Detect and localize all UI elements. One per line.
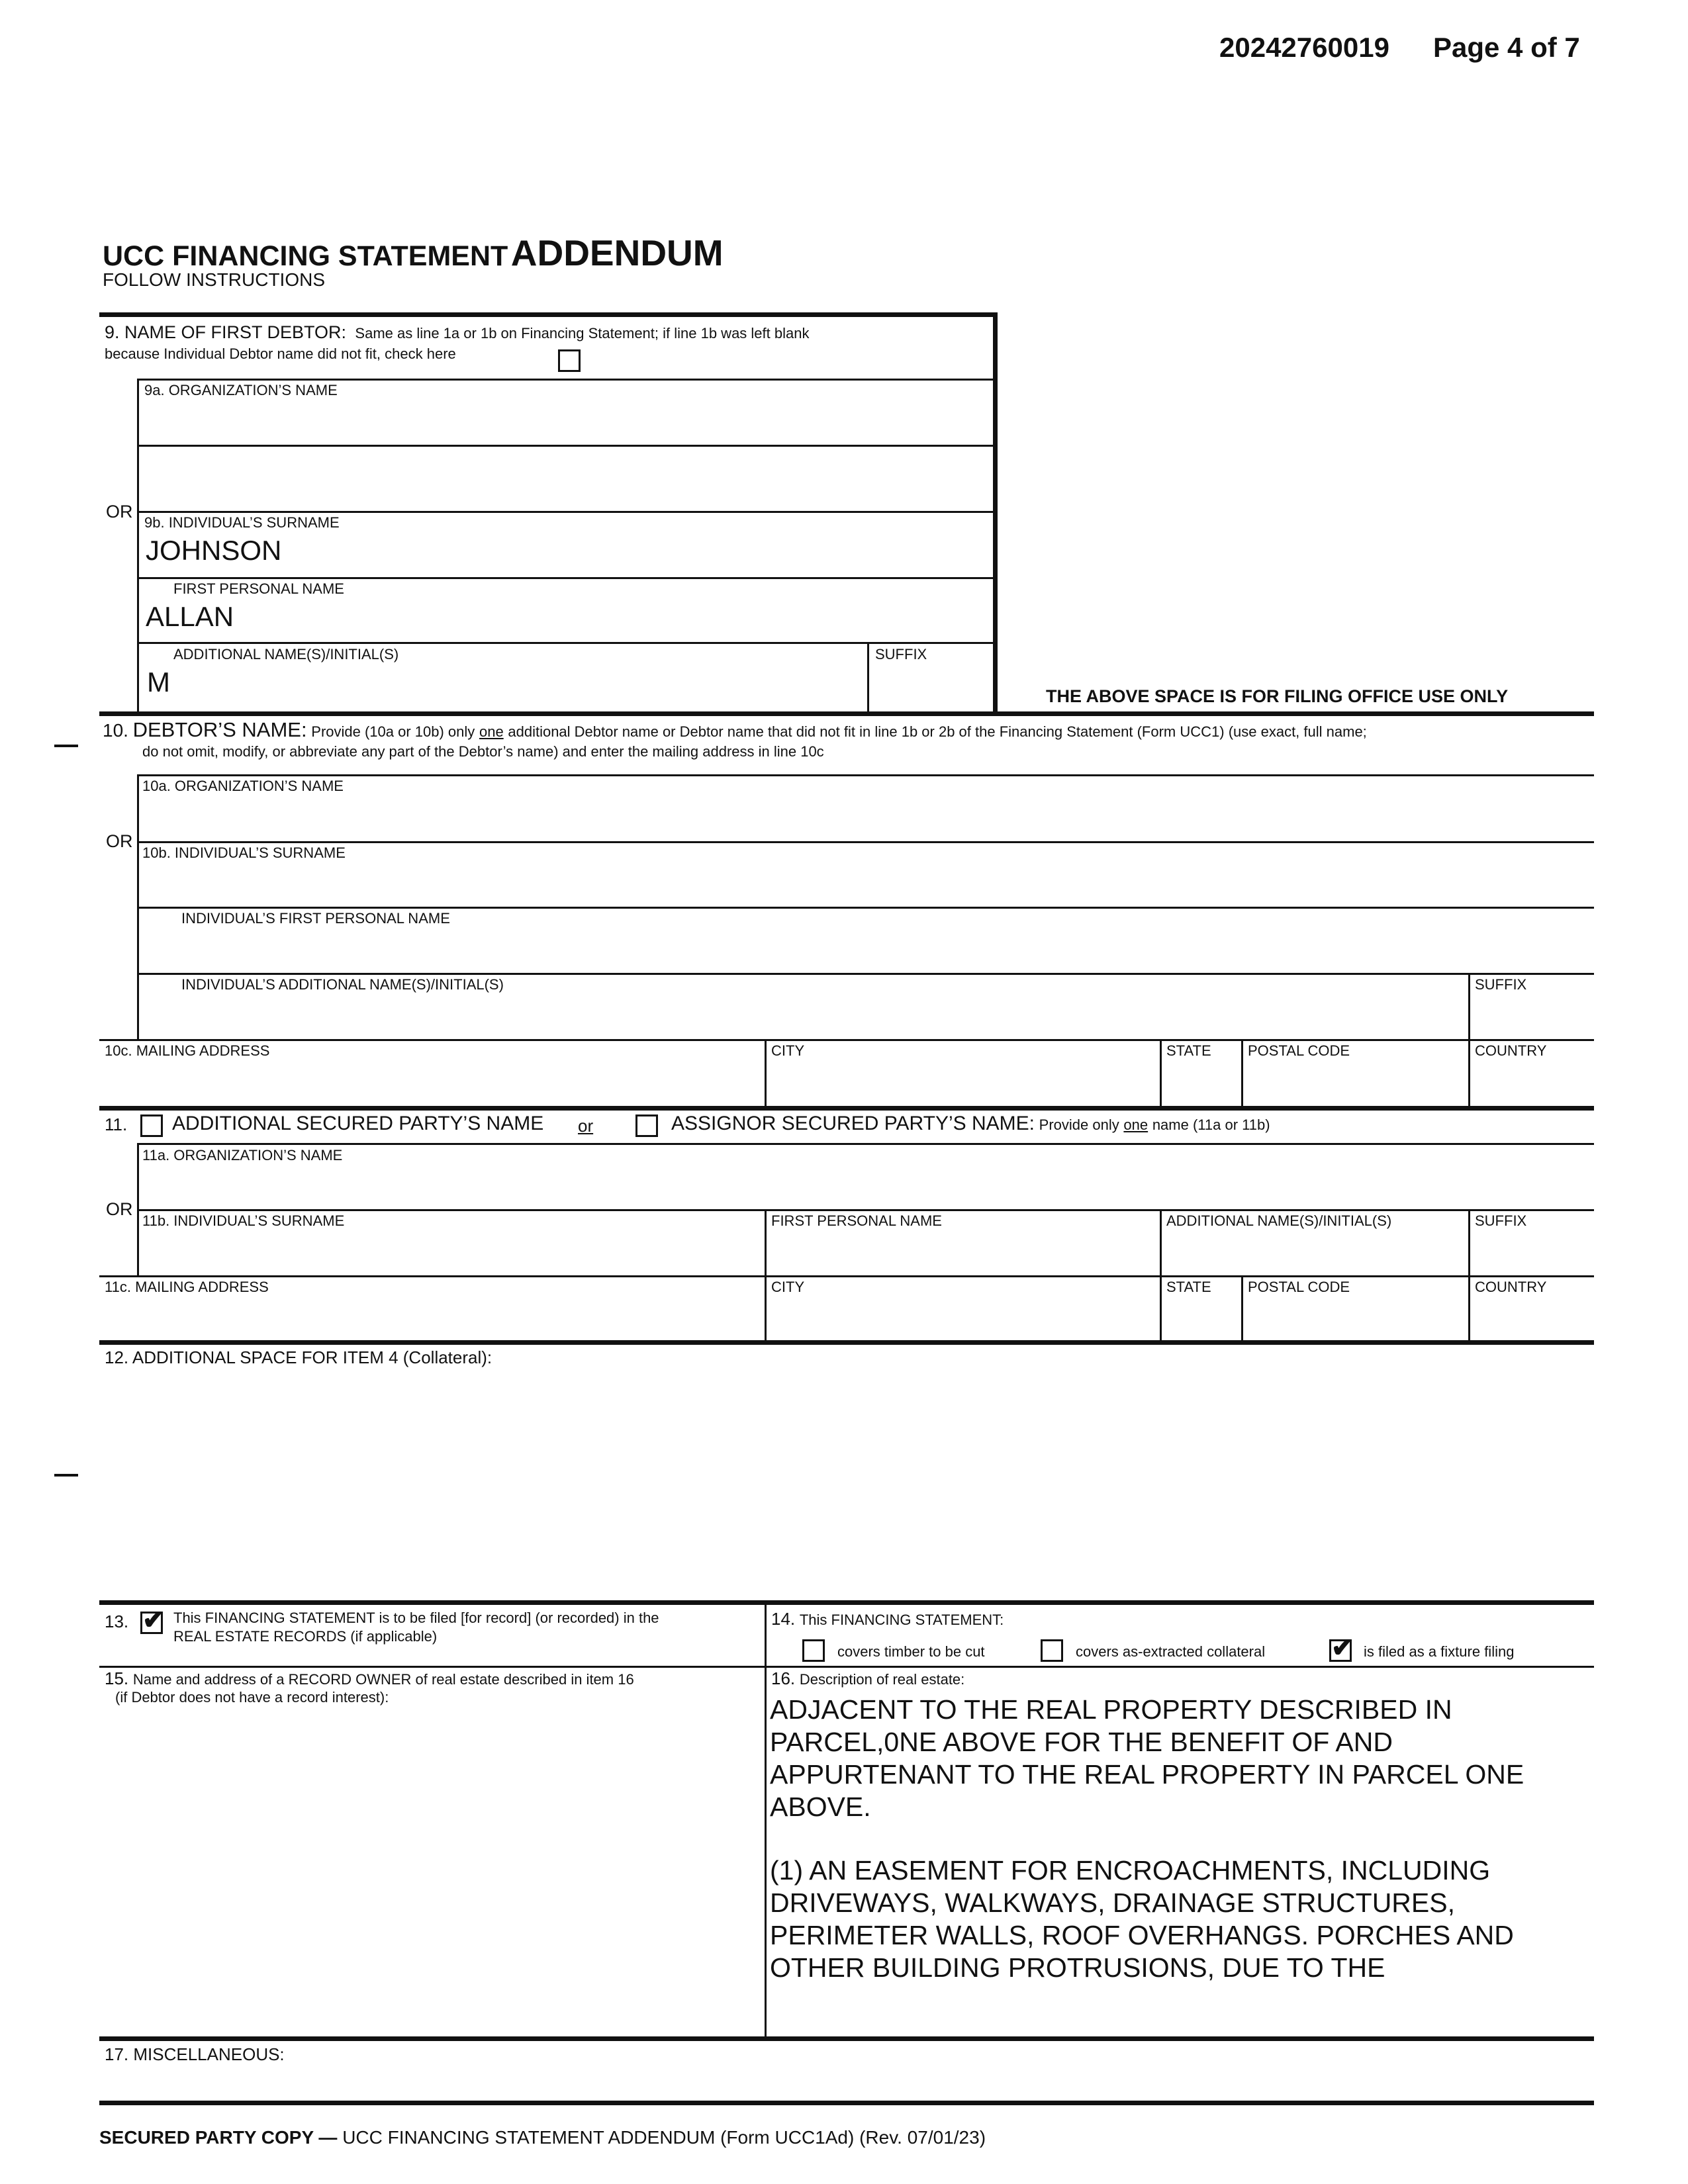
item11-divider-c	[99, 1275, 1594, 1277]
first-name-value-9[interactable]: ALLAN	[146, 601, 234, 632]
fixture-filing-checkbox[interactable]	[1329, 1633, 1354, 1662]
item13-top-border	[99, 1600, 1594, 1605]
first-name-label-9: FIRST PERSONAL NAME	[173, 580, 344, 597]
item9-suffix-divider	[867, 642, 869, 711]
item12-label: 12. ADDITIONAL SPACE FOR ITEM 4 (Collateral):	[105, 1347, 492, 1367]
timber-label: covers timber to be cut	[837, 1643, 985, 1660]
item10-divider-a	[137, 774, 1594, 776]
item9-top-border	[99, 312, 998, 317]
item17-label: 17. MISCELLANEOUS:	[105, 2044, 285, 2064]
margin-mark-bottom	[54, 1474, 78, 1477]
footer-rule	[99, 2101, 1594, 2105]
item11-num: 11.	[105, 1115, 128, 1134]
additional-names-value-9[interactable]: M	[147, 666, 170, 698]
mailing-label-10c: 10c. MAILING ADDRESS	[105, 1042, 270, 1059]
city-label-11: CITY	[771, 1279, 805, 1295]
item11-divider-b	[137, 1209, 1594, 1211]
item15-line1: 15. Name and address of a RECORD OWNER of real estate described in item 16	[105, 1668, 634, 1688]
item13-checkmark: ✔	[142, 1606, 165, 1635]
description-line: ABOVE.	[770, 1792, 871, 1822]
item9-label: 9. NAME OF FIRST DEBTOR: Same as line 1a or 1b on Financing Statement; if line 1b was left blank	[105, 322, 810, 342]
item10-divider-d	[137, 973, 1594, 975]
description-line: DRIVEWAYS, WALKWAYS, DRAINAGE STRUCTURES,	[770, 1888, 1455, 1918]
item10-state-divider	[1160, 1039, 1162, 1107]
first-name-label-10: INDIVIDUAL’S FIRST PERSONAL NAME	[181, 910, 450, 927]
or-label-11: OR	[106, 1199, 133, 1219]
as-extracted-label: covers as-extracted collateral	[1076, 1643, 1266, 1660]
description-line: ADJACENT TO THE REAL PROPERTY DESCRIBED IN	[770, 1694, 1452, 1725]
item10-label: 10. DEBTOR’S NAME: Provide (10a or 10b) only one additional Debtor name or Debtor name that did not fit in line 1b or 2b of the Financing Statement (Form UCC1) (use exact, full name;	[103, 718, 1367, 741]
item16-label: 16. Description of real estate:	[771, 1668, 965, 1688]
org-name-label-11a: 11a. ORGANIZATION’S NAME	[142, 1147, 343, 1163]
postal-label-10: POSTAL CODE	[1248, 1042, 1350, 1059]
item9-label-line2: because Individual Debtor name did not fit, check here	[105, 345, 456, 362]
or-label-9: OR	[106, 502, 133, 522]
item13-line1: This FINANCING STATEMENT is to be filed [for record] (or recorded) in the	[173, 1610, 659, 1626]
country-label-11: COUNTRY	[1475, 1279, 1547, 1295]
item11-additional-label: ADDITIONAL SECURED PARTY’S NAME	[172, 1113, 544, 1134]
description-line: PERIMETER WALLS, ROOF OVERHANGS. PORCHES AND	[770, 1920, 1514, 1950]
item11-postal-divider	[1241, 1275, 1243, 1343]
item13-checkbox[interactable]	[140, 1606, 165, 1635]
item11-additional-divider	[1160, 1209, 1162, 1275]
footer-text: SECURED PARTY COPY — UCC FINANCING STATEMENT ADDENDUM (Form UCC1Ad) (Rev. 07/01/23)	[99, 2127, 986, 2148]
item11-or: or	[578, 1116, 594, 1136]
or-label-10: OR	[106, 831, 133, 851]
item9-divider-c	[137, 511, 996, 513]
item10-divider-e	[99, 1039, 1594, 1041]
suffix-label-9: SUFFIX	[875, 646, 927, 662]
item10-label-line2: do not omit, modify, or abbreviate any part of the Debtor’s name) and enter the mailing address in line 10c	[142, 743, 824, 760]
suffix-label-11: SUFFIX	[1475, 1212, 1527, 1229]
item11-assignor-label: ASSIGNOR SECURED PARTY’S NAME: Provide only one name (11a or 11b)	[671, 1113, 1270, 1134]
additional-names-label-9: ADDITIONAL NAME(S)/INITIAL(S)	[173, 646, 399, 662]
surname-label-9b: 9b. INDIVIDUAL’S SURNAME	[144, 514, 340, 531]
description-line: PARCEL,0NE ABOVE FOR THE BENEFIT OF AND	[770, 1727, 1393, 1757]
fixture-filing-label: is filed as a fixture filing	[1364, 1643, 1515, 1660]
item9-divider-b	[137, 445, 996, 447]
org-name-label-9a: 9a. ORGANIZATION’S NAME	[144, 382, 338, 398]
form-title-emph: ADDENDUM	[510, 232, 724, 273]
item11-top-border	[99, 1106, 1594, 1111]
form-subtitle: FOLLOW INSTRUCTIONS	[103, 269, 326, 290]
state-label-11: STATE	[1166, 1279, 1211, 1295]
item11-state-divider	[1160, 1275, 1162, 1343]
item10-city-divider	[765, 1039, 767, 1107]
additional-names-label-10: INDIVIDUAL’S ADDITIONAL NAME(S)/INITIAL(S)	[181, 976, 504, 993]
surname-label-10b: 10b. INDIVIDUAL’S SURNAME	[142, 844, 346, 861]
item9-left-border	[137, 379, 139, 711]
item15-line2: (if Debtor does not have a record interest):	[115, 1689, 389, 1706]
country-label-10: COUNTRY	[1475, 1042, 1547, 1059]
item15-top-border	[99, 1666, 1594, 1668]
mailing-label-11c: 11c. MAILING ADDRESS	[105, 1279, 269, 1295]
org-name-label-10a: 10a. ORGANIZATION’S NAME	[142, 778, 344, 794]
item12-top-border	[99, 1340, 1594, 1345]
as-extracted-checkbox[interactable]	[1041, 1639, 1063, 1662]
item9-divider-a	[137, 379, 996, 381]
filing-office-notice: THE ABOVE SPACE IS FOR FILING OFFICE USE ONLY	[1046, 686, 1509, 706]
item9-divider-d	[137, 577, 996, 579]
first-name-label-11: FIRST PERSONAL NAME	[771, 1212, 942, 1229]
item9-checkbox[interactable]	[558, 349, 581, 372]
description-line: APPURTENANT TO THE REAL PROPERTY IN PARCEL ONE	[770, 1759, 1524, 1790]
item13-line2: REAL ESTATE RECORDS (if applicable)	[173, 1628, 438, 1645]
page-indicator: Page 4 of 7	[1433, 32, 1580, 63]
margin-mark-top	[54, 745, 78, 747]
suffix-label-10: SUFFIX	[1475, 976, 1527, 993]
surname-label-11b: 11b. INDIVIDUAL’S SURNAME	[142, 1212, 345, 1229]
postal-label-11: POSTAL CODE	[1248, 1279, 1350, 1295]
item13-num: 13.	[105, 1612, 129, 1631]
additional-names-label-11: ADDITIONAL NAME(S)/INITIAL(S)	[1166, 1212, 1392, 1229]
description-line: OTHER BUILDING PROTRUSIONS, DUE TO THE	[770, 1952, 1385, 1983]
surname-value-9b[interactable]: JOHNSON	[146, 535, 282, 566]
item11-additional-checkbox[interactable]	[140, 1115, 163, 1137]
form-title-main: UCC FINANCING STATEMENT	[103, 240, 508, 272]
document-number: 20242760019	[1219, 32, 1389, 63]
form-title	[103, 232, 724, 274]
item10-divider-b	[137, 841, 1594, 843]
item10-divider-c	[137, 907, 1594, 909]
item10-top-border	[99, 711, 1594, 716]
fixture-filing-checkmark: ✔	[1331, 1633, 1354, 1662]
timber-checkbox[interactable]	[802, 1639, 825, 1662]
item11-assignor-checkbox[interactable]	[635, 1115, 658, 1137]
item11-divider-a	[137, 1143, 1594, 1145]
item17-top-border	[99, 2036, 1594, 2041]
description-line: (1) AN EASEMENT FOR ENCROACHMENTS, INCLUDING	[770, 1855, 1491, 1886]
state-label-10: STATE	[1166, 1042, 1211, 1059]
item10-postal-divider	[1241, 1039, 1243, 1107]
city-label-10: CITY	[771, 1042, 805, 1059]
item14-label: 14. This FINANCING STATEMENT:	[771, 1609, 1004, 1629]
